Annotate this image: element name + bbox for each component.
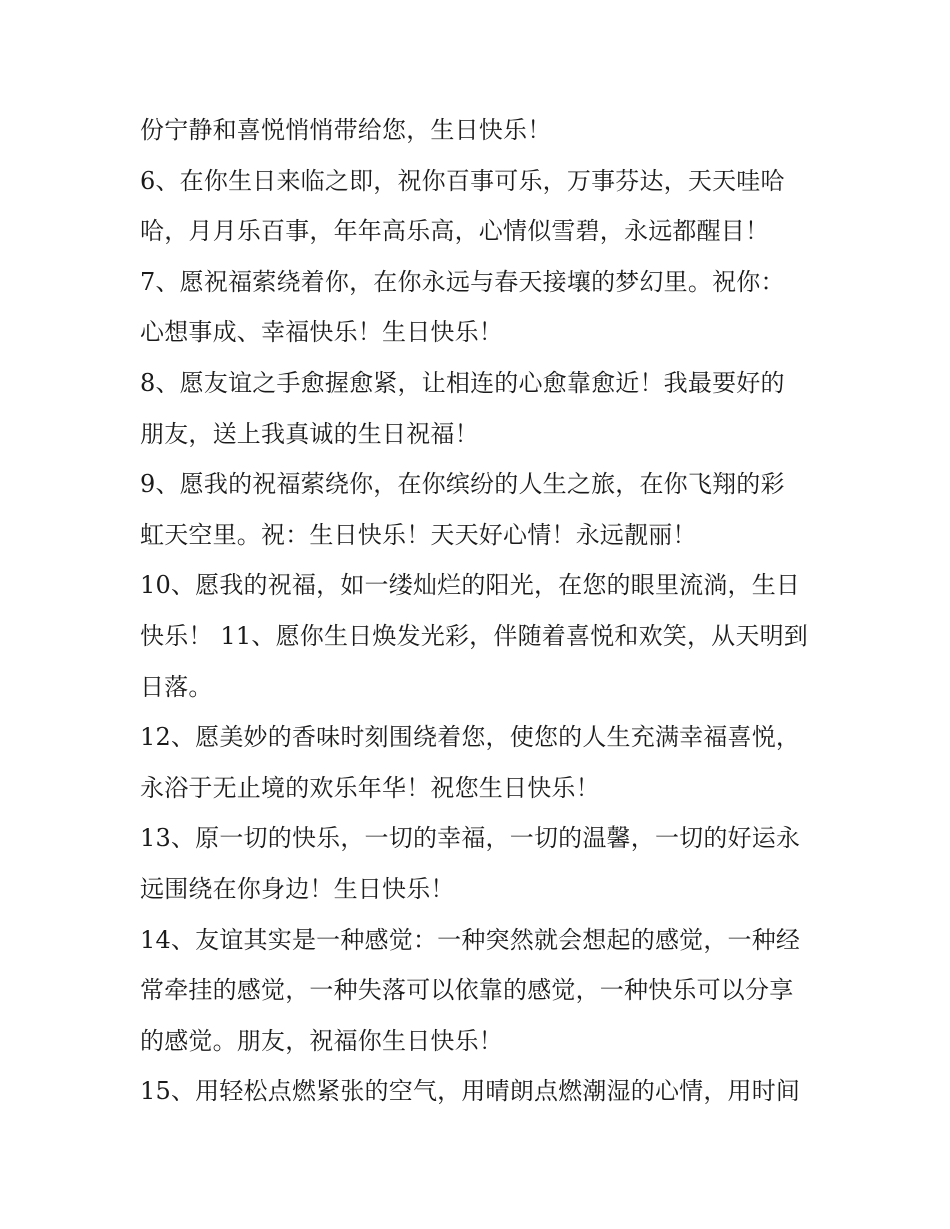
text-line-8: 9、愿我的祝福萦绕你，在你缤纷的人生之旅，在你飞翔的彩 [140, 470, 785, 499]
document-body [140, 105, 820, 1117]
text-line-11: 快乐！ 11、愿你生日焕发光彩，伴随着喜悦和欢笑，从天明到 [140, 621, 808, 650]
text-line-13: 12、愿美妙的香味时刻围绕着您，使您的人生充满幸福喜悦， [140, 723, 801, 752]
text-line-15: 13、原一切的快乐，一切的幸福，一切的温馨，一切的好运永 [140, 824, 801, 853]
text-line-5: 心想事成、幸福快乐！生日快乐！ [140, 318, 503, 347]
text-line-2: 6、在你生日来临之即，祝你百事可乐，万事芬达，天天哇哈 [140, 166, 785, 195]
text-line-17: 14、友谊其实是一种感觉：一种突然就会想起的感觉，一种经 [140, 925, 801, 954]
text-line-14: 永浴于无止境的欢乐年华！祝您生日快乐！ [140, 773, 600, 802]
text-line-4: 7、愿祝福萦绕着你，在你永远与春天接壤的梦幻里。祝你： [140, 267, 785, 296]
text-line-1: 份宁静和喜悦悄悄带给您，生日快乐！ [140, 116, 552, 144]
text-line-18: 常牵挂的感觉，一种失落可以依靠的感觉，一种快乐可以分享 [140, 976, 794, 1005]
text-line-9: 虹天空里。祝：生日快乐！天天好心情！永远靓丽！ [140, 520, 697, 549]
text-line-19: 的感觉。朋友，祝福你生日快乐！ [140, 1026, 503, 1055]
text-line-16: 远围绕在你身边！生日快乐！ [140, 874, 455, 903]
text-line-12: 日落。 [140, 672, 213, 701]
text-line-10: 10、愿我的祝福，如一缕灿烂的阳光，在您的眼里流淌，生日 [140, 571, 801, 600]
text-line-3: 哈，月月乐百事，年年高乐高，心情似雪碧，永远都醒目！ [140, 217, 770, 246]
text-line-7: 朋友，送上我真诚的生日祝福！ [140, 419, 479, 448]
text-line-6: 8、愿友谊之手愈握愈紧，让相连的心愈靠愈近！我最要好的 [140, 368, 785, 397]
text-line-20: 15、用轻松点燃紧张的空气，用晴朗点燃潮湿的心情，用时间 [140, 1077, 801, 1106]
